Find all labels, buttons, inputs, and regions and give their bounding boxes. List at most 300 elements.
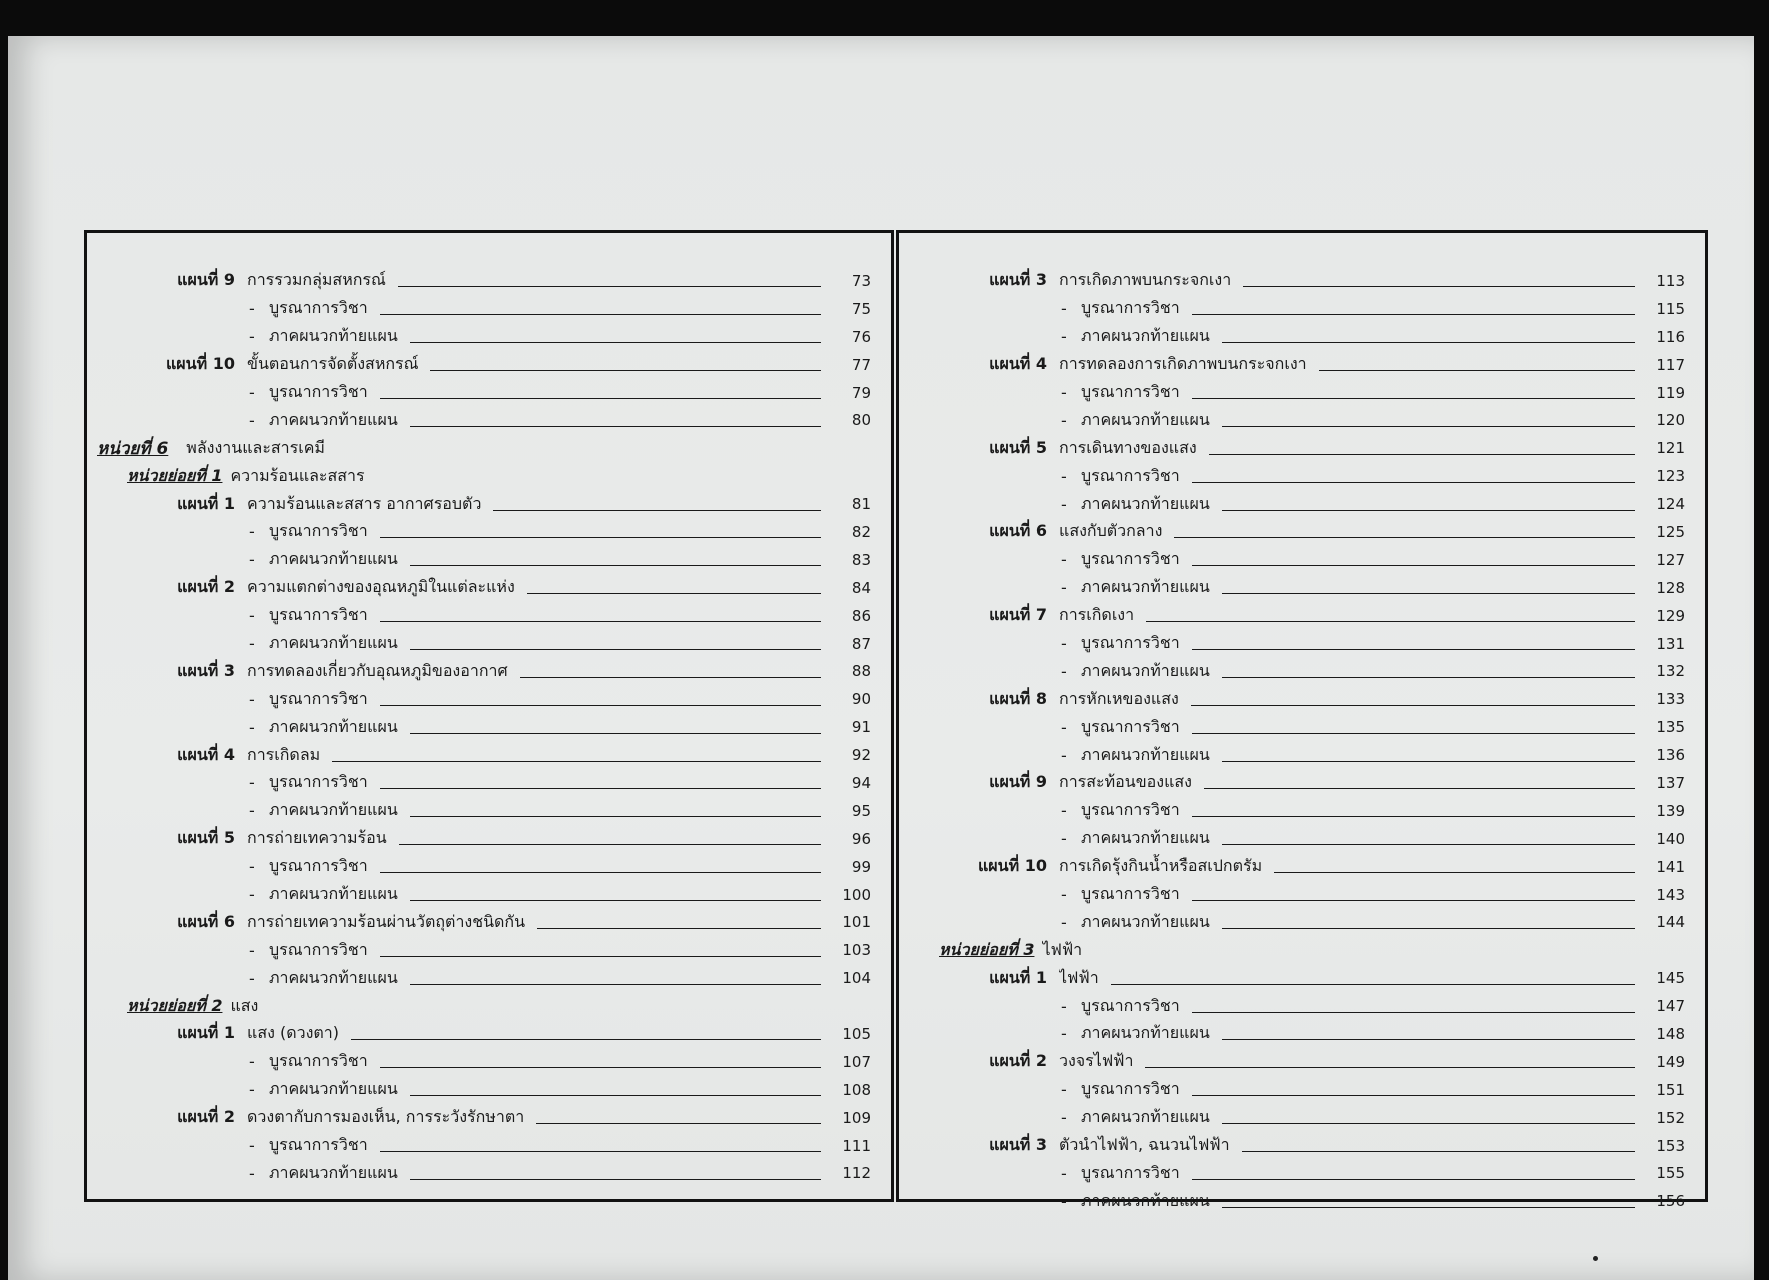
dot-leader bbox=[380, 788, 821, 789]
dot-leader bbox=[1192, 1179, 1635, 1180]
sub-title: บูรณาการวิชา bbox=[1081, 549, 1180, 569]
dot-leader bbox=[1192, 482, 1635, 483]
toc-plan-row bbox=[87, 490, 891, 518]
toc-sub-row bbox=[899, 462, 1705, 490]
plan-title: การเดินทางของแสง bbox=[1059, 437, 1197, 457]
dot-leader bbox=[1222, 510, 1635, 511]
plan-label: แผนที่ 1 bbox=[177, 493, 235, 513]
toc-plan-row bbox=[899, 853, 1705, 881]
dash-bullet: - bbox=[1061, 1108, 1067, 1128]
dash-bullet: - bbox=[249, 1052, 255, 1072]
sub-title: บูรณาการวิชา bbox=[1081, 995, 1180, 1015]
page-number: 121 bbox=[1656, 439, 1685, 458]
sub-title: ภาคผนวกท้ายแผน bbox=[269, 716, 398, 736]
page-number: 144 bbox=[1656, 913, 1685, 932]
toc-sub-row bbox=[87, 546, 891, 574]
subunit-label: หน่วยย่อยที่ 3 bbox=[939, 939, 1035, 959]
sub-title: บูรณาการวิชา bbox=[1081, 1162, 1180, 1182]
page-number: 149 bbox=[1656, 1052, 1685, 1071]
sub-title: ภาคผนวกท้ายแผน bbox=[269, 409, 398, 429]
plan-label: แผนที่ 8 bbox=[989, 688, 1047, 708]
plan-title: การทดลองการเกิดภาพบนกระจกเงา bbox=[1059, 354, 1307, 374]
dash-bullet: - bbox=[249, 606, 255, 626]
toc-plan-row bbox=[87, 825, 891, 853]
dot-leader bbox=[537, 928, 821, 929]
plan-label: แผนที่ 4 bbox=[177, 744, 235, 764]
page-number: 151 bbox=[1656, 1080, 1685, 1099]
plan-title: ดวงตากับการมองเห็น, การระวังรักษาตา bbox=[247, 1107, 525, 1127]
dash-bullet: - bbox=[1061, 466, 1067, 486]
dot-leader bbox=[1146, 621, 1635, 622]
dot-leader bbox=[520, 677, 821, 678]
dash-bullet: - bbox=[1061, 1024, 1067, 1044]
plan-title: แสง (ดวงตา) bbox=[247, 1023, 340, 1043]
page-number: 120 bbox=[1656, 411, 1685, 430]
page-number: 82 bbox=[851, 522, 871, 541]
plan-label: แผนที่ 5 bbox=[989, 437, 1047, 457]
dash-bullet: - bbox=[249, 299, 255, 319]
toc-plan-row bbox=[899, 434, 1705, 462]
dot-leader bbox=[1192, 900, 1635, 901]
page-number: 127 bbox=[1656, 550, 1685, 569]
sub-title: บูรณาการวิชา bbox=[269, 688, 368, 708]
toc-sub-row bbox=[87, 769, 891, 797]
subunit-label: หน่วยย่อยที่ 1 bbox=[127, 465, 223, 485]
sub-title: ภาคผนวกท้ายแผน bbox=[269, 884, 398, 904]
toc-sub-row bbox=[899, 797, 1705, 825]
dot-leader bbox=[1222, 342, 1635, 343]
dot-leader bbox=[410, 649, 821, 650]
page-number: 94 bbox=[851, 773, 871, 792]
page-number: 125 bbox=[1656, 522, 1685, 541]
toc-sub-row bbox=[899, 323, 1705, 351]
toc-sub-row bbox=[899, 1187, 1705, 1215]
toc-subunit-heading bbox=[87, 462, 891, 490]
toc-sub-row bbox=[87, 406, 891, 434]
sub-title: บูรณาการวิชา bbox=[269, 856, 368, 876]
toc-plan-row bbox=[899, 1048, 1705, 1076]
toc-left-column bbox=[84, 230, 894, 1202]
dash-bullet: - bbox=[1061, 885, 1067, 905]
dot-leader bbox=[410, 900, 821, 901]
dot-leader bbox=[410, 1179, 821, 1180]
page-number: 96 bbox=[851, 829, 871, 848]
plan-title: การเกิดลม bbox=[247, 744, 321, 764]
page-number: 87 bbox=[851, 634, 871, 653]
plan-label: แผนที่ 10 bbox=[977, 856, 1047, 876]
dash-bullet: - bbox=[249, 857, 255, 877]
plan-title: ตัวนำไฟฟ้า, ฉนวนไฟฟ้า bbox=[1059, 1135, 1230, 1155]
page-number: 81 bbox=[851, 495, 871, 514]
toc-plan-row bbox=[87, 351, 891, 379]
sub-title: ภาคผนวกท้ายแผน bbox=[1081, 577, 1210, 597]
sub-title: ภาคผนวกท้ายแผน bbox=[269, 1162, 398, 1182]
subunit-label: หน่วยย่อยที่ 2 bbox=[127, 995, 223, 1015]
unit-title: พลังงานและสารเคมี bbox=[186, 437, 325, 457]
dash-bullet: - bbox=[1061, 801, 1067, 821]
page-number: 109 bbox=[842, 1108, 871, 1127]
dash-bullet: - bbox=[249, 717, 255, 737]
toc-sub-row bbox=[899, 1076, 1705, 1104]
dash-bullet: - bbox=[1061, 996, 1067, 1016]
dot-leader bbox=[527, 593, 821, 594]
sub-title: ภาคผนวกท้ายแผน bbox=[269, 549, 398, 569]
sub-title: ภาคผนวกท้ายแผน bbox=[1081, 493, 1210, 513]
dash-bullet: - bbox=[249, 383, 255, 402]
page-number: 119 bbox=[1656, 383, 1685, 402]
plan-label: แผนที่ 2 bbox=[177, 577, 235, 597]
dot-leader bbox=[1222, 761, 1635, 762]
toc-sub-row bbox=[899, 406, 1705, 434]
page-number: 100 bbox=[842, 885, 871, 904]
dash-bullet: - bbox=[1061, 661, 1067, 681]
page-number: 117 bbox=[1656, 355, 1685, 374]
sub-title: บูรณาการวิชา bbox=[1081, 382, 1180, 401]
toc-sub-row bbox=[87, 323, 891, 351]
sub-title: บูรณาการวิชา bbox=[269, 298, 368, 318]
dash-bullet: - bbox=[1061, 1080, 1067, 1100]
dot-leader bbox=[410, 565, 821, 566]
dash-bullet: - bbox=[249, 940, 255, 960]
toc-sub-row bbox=[899, 1160, 1705, 1188]
page-number: 101 bbox=[842, 913, 871, 932]
toc-sub-row bbox=[87, 1132, 891, 1160]
page-number: 104 bbox=[842, 969, 871, 988]
toc-plan-row bbox=[899, 267, 1705, 295]
page-number: 80 bbox=[851, 411, 871, 430]
page-number: 147 bbox=[1656, 997, 1685, 1016]
toc-sub-row bbox=[87, 1160, 891, 1188]
toc-sub-row bbox=[899, 1020, 1705, 1048]
page-number: 132 bbox=[1656, 662, 1685, 681]
plan-title: วงจรไฟฟ้า bbox=[1059, 1051, 1134, 1071]
dot-leader bbox=[1192, 816, 1635, 817]
toc-sub-row bbox=[87, 713, 891, 741]
page-number: 79 bbox=[851, 383, 871, 402]
plan-label: แผนที่ 3 bbox=[177, 660, 235, 680]
dash-bullet: - bbox=[1061, 829, 1067, 849]
plan-title: การทดลองเกี่ยวกับอุณหภูมิของอากาศ bbox=[247, 660, 508, 680]
plan-title: ไฟฟ้า bbox=[1059, 967, 1099, 987]
page-number: 135 bbox=[1656, 718, 1685, 737]
toc-left-entries bbox=[87, 267, 891, 1187]
dash-bullet: - bbox=[249, 1163, 255, 1183]
dash-bullet: - bbox=[249, 327, 255, 347]
dash-bullet: - bbox=[249, 1080, 255, 1100]
sub-title: ภาคผนวกท้ายแผน bbox=[269, 633, 398, 653]
toc-sub-row bbox=[899, 1104, 1705, 1132]
dot-leader bbox=[1192, 398, 1635, 399]
toc-plan-row bbox=[87, 1104, 891, 1132]
page-number: 92 bbox=[851, 746, 871, 765]
toc-sub-row bbox=[899, 741, 1705, 769]
dot-leader bbox=[1222, 426, 1635, 427]
toc-plan-row bbox=[87, 267, 891, 295]
dot-leader bbox=[1319, 370, 1635, 371]
dot-leader bbox=[380, 398, 821, 399]
dash-bullet: - bbox=[1061, 410, 1067, 430]
dot-leader bbox=[1204, 788, 1635, 789]
page-number: 131 bbox=[1656, 634, 1685, 653]
toc-plan-row bbox=[87, 574, 891, 602]
dot-leader bbox=[380, 621, 821, 622]
toc-sub-row bbox=[87, 630, 891, 658]
toc-plan-row bbox=[899, 518, 1705, 546]
sub-title: ภาคผนวกท้ายแผน bbox=[1081, 409, 1210, 429]
plan-label: แผนที่ 6 bbox=[989, 521, 1047, 541]
dash-bullet: - bbox=[249, 885, 255, 905]
plan-label: แผนที่ 9 bbox=[177, 270, 235, 290]
page-number: 77 bbox=[851, 355, 871, 374]
plan-title: การสะท้อนของแสง bbox=[1059, 772, 1192, 792]
plan-title: การรวมกลุ่มสหกรณ์ bbox=[247, 270, 386, 290]
page-number: 143 bbox=[1656, 885, 1685, 904]
toc-subunit-heading bbox=[899, 936, 1705, 964]
dash-bullet: - bbox=[1061, 299, 1067, 319]
dot-leader bbox=[380, 1151, 821, 1152]
dot-leader bbox=[1192, 1095, 1635, 1096]
page-number: 156 bbox=[1656, 1192, 1685, 1211]
dot-leader bbox=[410, 733, 821, 734]
sub-title: บูรณาการวิชา bbox=[269, 1135, 368, 1155]
dot-leader bbox=[1192, 733, 1635, 734]
page-number: 86 bbox=[851, 606, 871, 625]
toc-sub-row bbox=[87, 936, 891, 964]
sub-title: ภาคผนวกท้ายแผน bbox=[1081, 1107, 1210, 1127]
plan-title: การถ่ายเทความร้อน bbox=[247, 828, 387, 848]
dot-leader bbox=[1192, 649, 1635, 650]
plan-title: การเกิดเงา bbox=[1059, 605, 1135, 625]
page-number: 153 bbox=[1656, 1136, 1685, 1155]
dot-leader bbox=[410, 984, 821, 985]
dot-leader bbox=[1274, 872, 1635, 873]
toc-sub-row bbox=[87, 797, 891, 825]
page-number: 137 bbox=[1656, 773, 1685, 792]
toc-plan-row bbox=[899, 685, 1705, 713]
plan-title: แสงกับตัวกลาง bbox=[1059, 521, 1163, 541]
sub-title: ภาคผนวกท้ายแผน bbox=[269, 800, 398, 820]
dot-leader bbox=[1192, 565, 1635, 566]
plan-title: ขั้นตอนการจัดตั้งสหกรณ์ bbox=[247, 354, 419, 374]
toc-sub-row bbox=[899, 881, 1705, 909]
toc-sub-row bbox=[899, 546, 1705, 574]
plan-title: ความร้อนและสสาร อากาศรอบตัว bbox=[247, 493, 482, 513]
page-number: 99 bbox=[851, 857, 871, 876]
toc-plan-row bbox=[87, 741, 891, 769]
dash-bullet: - bbox=[1061, 745, 1067, 765]
sub-title: ภาคผนวกท้ายแผน bbox=[1081, 1023, 1210, 1043]
dash-bullet: - bbox=[249, 522, 255, 542]
toc-sub-row bbox=[87, 379, 891, 407]
dash-bullet: - bbox=[249, 410, 255, 430]
plan-title: การเกิดรุ้งกินน้ำหรือสเปกตรัม bbox=[1059, 856, 1263, 876]
plan-label: แผนที่ 3 bbox=[989, 1135, 1047, 1155]
dash-bullet: - bbox=[1061, 383, 1067, 402]
sub-title: บูรณาการวิชา bbox=[1081, 800, 1180, 820]
dot-leader bbox=[410, 1095, 821, 1096]
toc-sub-row bbox=[87, 685, 891, 713]
page-number: 83 bbox=[851, 550, 871, 569]
dash-bullet: - bbox=[1061, 327, 1067, 347]
sub-title: ภาคผนวกท้ายแผน bbox=[1081, 660, 1210, 680]
toc-plan-row bbox=[899, 602, 1705, 630]
dash-bullet: - bbox=[1061, 1163, 1067, 1183]
dot-leader bbox=[1174, 537, 1635, 538]
subunit-title: ไฟฟ้า bbox=[1042, 939, 1083, 959]
dot-leader bbox=[1209, 454, 1635, 455]
toc-sub-row bbox=[87, 295, 891, 323]
dash-bullet: - bbox=[249, 1136, 255, 1156]
toc-right-column bbox=[896, 230, 1708, 1211]
toc-sub-row bbox=[87, 518, 891, 546]
page-number: 103 bbox=[842, 941, 871, 960]
page-number: 124 bbox=[1656, 495, 1685, 514]
sub-title: บูรณาการวิชา bbox=[1081, 298, 1180, 318]
dot-leader bbox=[380, 956, 821, 957]
plan-label: แผนที่ 5 bbox=[177, 828, 235, 848]
plan-title: การหักเหของแสง bbox=[1059, 688, 1179, 708]
dash-bullet: - bbox=[1061, 717, 1067, 737]
toc-plan-row bbox=[87, 1020, 891, 1048]
dot-leader bbox=[1192, 314, 1635, 315]
page-number: 136 bbox=[1656, 746, 1685, 765]
toc-sub-row bbox=[87, 1076, 891, 1104]
dash-bullet: - bbox=[249, 968, 255, 988]
page-number: 115 bbox=[1656, 299, 1685, 318]
page-number: 111 bbox=[842, 1136, 871, 1155]
dot-leader bbox=[536, 1123, 821, 1124]
plan-title: ความแตกต่างของอุณหภูมิในแต่ละแห่ง bbox=[247, 577, 515, 597]
scanned-page bbox=[8, 36, 1754, 1280]
toc-sub-row bbox=[899, 574, 1705, 602]
toc-sub-row bbox=[899, 657, 1705, 685]
dot-leader bbox=[430, 370, 821, 371]
toc-sub-row bbox=[899, 490, 1705, 518]
dot-leader bbox=[351, 1039, 821, 1040]
page-number: 91 bbox=[851, 718, 871, 737]
sub-title: ภาคผนวกท้ายแผน bbox=[269, 326, 398, 346]
toc-subunit-heading bbox=[87, 992, 891, 1020]
sub-title: ภาคผนวกท้ายแผน bbox=[1081, 911, 1210, 931]
page-number: 108 bbox=[842, 1080, 871, 1099]
dot-leader bbox=[1222, 1123, 1635, 1124]
dot-leader bbox=[332, 761, 821, 762]
dot-leader bbox=[410, 816, 821, 817]
dot-leader bbox=[380, 872, 821, 873]
sub-title: บูรณาการวิชา bbox=[269, 605, 368, 625]
sub-title: บูรณาการวิชา bbox=[269, 382, 368, 401]
subunit-title: แสง bbox=[230, 995, 259, 1015]
plan-label: แผนที่ 2 bbox=[989, 1051, 1047, 1071]
dash-bullet: - bbox=[1061, 1191, 1067, 1211]
toc-sub-row bbox=[899, 295, 1705, 323]
plan-label: แผนที่ 1 bbox=[989, 967, 1047, 987]
sub-title: บูรณาการวิชา bbox=[1081, 884, 1180, 904]
dash-bullet: - bbox=[249, 689, 255, 709]
plan-label: แผนที่ 3 bbox=[989, 270, 1047, 290]
plan-label: แผนที่ 4 bbox=[989, 354, 1047, 374]
page-number: 128 bbox=[1656, 578, 1685, 597]
dot-leader bbox=[1242, 1151, 1635, 1152]
page-number: 112 bbox=[842, 1164, 871, 1183]
sub-title: ภาคผนวกท้ายแผน bbox=[269, 967, 398, 987]
dot-leader bbox=[1111, 984, 1635, 985]
toc-plan-row bbox=[899, 351, 1705, 379]
dot-leader bbox=[1222, 844, 1635, 845]
dot-leader bbox=[1222, 593, 1635, 594]
page-number: 116 bbox=[1656, 327, 1685, 346]
sub-title: บูรณาการวิชา bbox=[269, 521, 368, 541]
page-number: 155 bbox=[1656, 1164, 1685, 1183]
dot-leader bbox=[1222, 677, 1635, 678]
page-number: 95 bbox=[851, 801, 871, 820]
page-number: 88 bbox=[851, 662, 871, 681]
dot-leader bbox=[380, 537, 821, 538]
sub-title: บูรณาการวิชา bbox=[269, 939, 368, 959]
dot-leader bbox=[1145, 1067, 1635, 1068]
dash-bullet: - bbox=[1061, 912, 1067, 932]
sub-title: ภาคผนวกท้ายแผน bbox=[269, 1079, 398, 1099]
page-number: 129 bbox=[1656, 606, 1685, 625]
sub-title: บูรณาการวิชา bbox=[1081, 1079, 1180, 1099]
page-number: 148 bbox=[1656, 1024, 1685, 1043]
plan-title: การถ่ายเทความร้อนผ่านวัตถุต่างชนิดกัน bbox=[247, 911, 526, 931]
toc-right-entries bbox=[899, 267, 1705, 1215]
dash-bullet: - bbox=[249, 773, 255, 793]
page-number: 123 bbox=[1656, 467, 1685, 486]
page-number: 84 bbox=[851, 578, 871, 597]
dash-bullet: - bbox=[249, 801, 255, 821]
toc-sub-row bbox=[899, 630, 1705, 658]
dot-leader bbox=[398, 286, 821, 287]
dot-leader bbox=[1222, 1039, 1635, 1040]
sub-title: ภาคผนวกท้ายแผน bbox=[1081, 828, 1210, 848]
dash-bullet: - bbox=[1061, 494, 1067, 514]
sub-title: ภาคผนวกท้ายแผน bbox=[1081, 744, 1210, 764]
plan-title: การเกิดภาพบนกระจกเงา bbox=[1059, 270, 1232, 290]
dot-leader bbox=[1222, 1207, 1635, 1208]
page-number: 113 bbox=[1656, 271, 1685, 290]
unit-label: หน่วยที่ 6 bbox=[97, 438, 169, 459]
toc-sub-row bbox=[87, 881, 891, 909]
page-number: 105 bbox=[842, 1024, 871, 1043]
toc-sub-row bbox=[899, 825, 1705, 853]
dot-leader bbox=[1192, 1012, 1635, 1013]
sub-title: บูรณาการวิชา bbox=[1081, 633, 1180, 653]
toc-sub-row bbox=[87, 1048, 891, 1076]
page-number: 141 bbox=[1656, 857, 1685, 876]
dot-leader bbox=[410, 342, 821, 343]
plan-label: แผนที่ 9 bbox=[989, 772, 1047, 792]
page-number: 73 bbox=[851, 271, 871, 290]
dot-leader bbox=[410, 426, 821, 427]
dot-leader bbox=[1191, 705, 1635, 706]
dot-leader bbox=[399, 844, 821, 845]
dash-bullet: - bbox=[1061, 550, 1067, 570]
plan-label: แผนที่ 1 bbox=[177, 1023, 235, 1043]
page-number: 75 bbox=[851, 299, 871, 318]
toc-frame bbox=[84, 230, 1708, 1211]
page-speck bbox=[1593, 1256, 1598, 1261]
page-number: 107 bbox=[842, 1052, 871, 1071]
sub-title: บูรณาการวิชา bbox=[269, 1051, 368, 1071]
dash-bullet: - bbox=[249, 550, 255, 570]
sub-title: บูรณาการวิชา bbox=[269, 772, 368, 792]
toc-sub-row bbox=[899, 713, 1705, 741]
toc-sub-row bbox=[87, 964, 891, 992]
subunit-title: ความร้อนและสสาร bbox=[230, 465, 365, 485]
page-number: 145 bbox=[1656, 969, 1685, 988]
